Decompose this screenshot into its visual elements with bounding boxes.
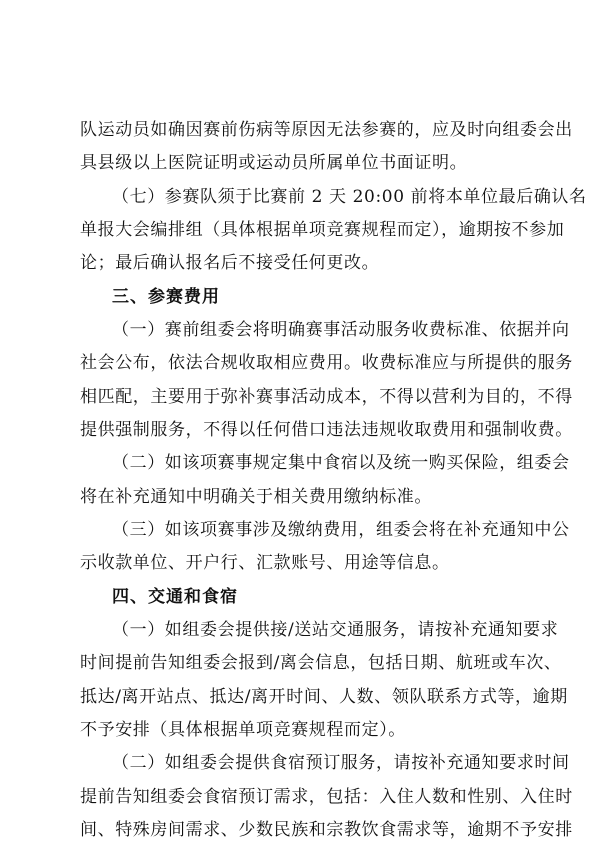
section-heading: 三、参赛费用 [112,287,220,307]
body-text-line: 相匹配，主要用于弥补赛事活动成本，不得以营利为目的，不得 [80,387,573,407]
body-text-line: 队运动员如确因赛前伤病等原因无法参赛的，应及时向组委会出 [80,120,573,140]
body-text-line: 提供强制服务，不得以任何借口违法违规收取费用和强制收费。 [80,420,573,440]
body-text-line: 提前告知组委会食宿预订需求，包括：入住人数和性别、入住时 [80,787,573,807]
body-text-line: （二）如该项赛事规定集中食宿以及统一购买保险，组委会 [112,453,570,473]
body-text-line: 单报大会编排组（具体根据单项竞赛规程而定），逾期按不参加 [80,220,565,240]
body-text-line: 时间提前告知组委会报到/离会信息，包括日期、航班或车次、 [80,653,562,673]
body-text-line: 抵达/离开站点、抵达/离开时间、人数、领队联系方式等，逾期 [80,687,568,707]
body-text-line: 示收款单位、开户行、汇款账号、用途等信息。 [80,553,450,573]
body-text-line: （一）如组委会提供接/送站交通服务，请按补充通知要求 [112,620,559,640]
body-text-line: 将在补充通知中明确关于相关费用缴纳标准。 [80,487,432,507]
body-text-line: 论；最后确认报名后不接受任何更改。 [80,253,380,273]
body-text-line: （三）如该项赛事涉及缴纳费用，组委会将在补充通知中公 [112,520,570,540]
body-text-line: 社会公布，依法合规收取相应费用。收费标准应与所提供的服务 [80,353,573,373]
body-text-line: 间、特殊房间需求、少数民族和宗教饮食需求等，逾期不予安排 [80,820,573,840]
body-text-line: （二）如组委会提供食宿预订服务，请按补充通知要求时间 [112,753,570,773]
body-text-line: （七）参赛队须于比赛前 2 天 20:00 前将本单位最后确认名 [112,187,587,207]
body-text-line: 不予安排（具体根据单项竞赛规程而定）。 [80,720,406,740]
body-text-line: 具县级以上医院证明或运动员所属单位书面证明。 [80,153,468,173]
section-heading: 四、交通和食宿 [112,587,238,607]
body-text-line: （一）赛前组委会将明确赛事活动服务收费标准、依据并向 [112,320,570,340]
